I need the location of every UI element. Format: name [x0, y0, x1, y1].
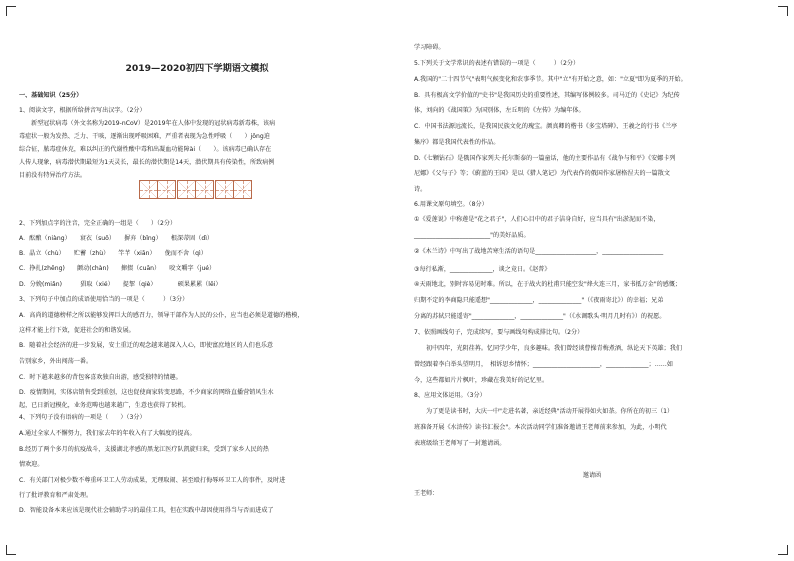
q7-prompt: 7、依照画线句子，完成续写，要与画线句构成排比句。（2分）	[414, 329, 584, 336]
q5-option-c: C．中国书法源远流长，是我国民族文化的瑰宝。颜真卿的楷书《多宝塔碑》、王羲之的行书《兰亭	[414, 123, 678, 130]
q3-option-b-cont: 告别家乡，外出闯荡一番。	[19, 358, 93, 365]
q8-passage-line: 表班级给王老师写了一封邀请函。	[414, 440, 506, 447]
grid-cell[interactable]	[216, 181, 234, 198]
q1-passage-line: 新型冠状病毒（外文名称为2019-nCoV）是2019年在人体中发现的冠状病毒新毒株，该病	[31, 120, 276, 127]
q5-option-b: B．具有极高文学价值的"史书"是我国历史的重要性述，其编写体例较多。司马迁的《史记》为纪传	[414, 92, 680, 99]
page-title: 2019—2020初四下学期语文模拟	[125, 63, 269, 74]
q5-option-a: A.我国的"二十四节气"表明气候变化和农事季节。其中"立"有开始之意，如："立夏"即为夏季的开始。	[414, 76, 687, 83]
q3-option-d: D．疫情期间，实体店销售受到重创，这也促使商家转变思路，不少商家的网络直播营销风生水	[19, 389, 274, 396]
q6-item-4: ④天雨地北，别时容易见时难。所以，在于战火的杜甫只能空发"烽火连三月，家书抵万金"的感慨；	[414, 281, 682, 288]
q3-option-a-cont: 这样才能上行下效，促进社会的和谐发展。	[19, 327, 135, 334]
q2-option-b: B．晶立（chù） 贮蓄（zhù） 竿芊（xiān） 俛而不舍（qì）	[19, 250, 207, 257]
q3-option-d-cont: 起，已日新冠模化，业务范畴也越来越广，生意也获得了转机。	[19, 402, 190, 409]
q5-option-b-cont: 体，刘向的《战国策》为国别体，左丘明的《左传》为编年体。	[414, 107, 585, 114]
q3-prompt: 3、下列句子中加点的成语使用恰当的一项是（ ）（3分）	[19, 296, 189, 303]
q2-option-d: D．分娩(miǎn) 猖取（xié） 提挈（qiè） 硕果累累（lěi）	[19, 281, 222, 288]
q1-passage-line: 综合征，脓毒症休克，难以纠正的代谢性酸中毒和出凝血功能障ài（ ）。该病毒已确认存在	[19, 146, 272, 153]
q4-prompt: 4、下列句子没有语病的一项是（ ）（3分）	[19, 414, 146, 421]
q5-prompt: 5.下列关于文学常识的表述有错误的一项是（ ）（2分）	[414, 60, 580, 67]
grid-cell[interactable]	[234, 181, 251, 198]
q4-option-c-cont: 行了批评教育和严肃处理。	[19, 492, 93, 499]
crop-mark-bottom-right	[778, 545, 788, 555]
q5-option-c-cont: 集序》都是我国代表性的作品。	[414, 139, 500, 146]
q1-passage-line: 毒症状一般为发热、乏力、干咳，逐渐出现呼吸困难，严重者表现为急性呼吸（ ）jǒng迫	[19, 133, 270, 140]
crop-mark-top-left	[6, 6, 16, 16]
q7-passage-line[interactable]: 曾经跟着李白举头望明月， 相诉思乡情怀；______________________，______________；……如	[414, 361, 673, 368]
q6-prompt: 6.用课文原句填空。（8分）	[414, 201, 488, 208]
q4-option-d: D．智能设备本来应该是现代社会辅助学习的最佳工具，但在实践中却因使用得当与否而进成了	[19, 507, 274, 514]
q3-option-b: B．随着社会经济的进一步发展，安土重迁的观念越来越深入人心，即使富庶地区的人们也乐意	[19, 342, 274, 349]
answer-grid-3[interactable]	[215, 180, 252, 199]
crop-mark-bottom-left	[6, 545, 16, 555]
grid-cell[interactable]	[158, 181, 175, 198]
q6-item-3[interactable]: ③每行私渐，______________，谈之竟日。《赵普》	[414, 266, 551, 273]
grid-cell[interactable]	[178, 181, 196, 198]
q1-prompt: 1、阅读文字，根据所给拼音写出汉字。（2分）	[19, 107, 146, 114]
q1-passage-line: 目前没有特异治疗方法。	[19, 172, 87, 179]
crop-mark-top-right	[778, 6, 788, 16]
invitation-title: 邀请函	[582, 472, 602, 479]
q8-passage-line: 班准备开展《水浒传》读书汇报会"。本次活动同学们准备邀请王老师前来参加，为此，小明代	[414, 424, 667, 431]
q3-option-c: C．时下越来越多的背包客喜欢独自出游，感受独特的情趣。	[19, 374, 182, 381]
answer-grid-1[interactable]	[139, 180, 176, 199]
q4-option-c: C．有关部门对极少数不尊重环卫工人劳动成果，无理取闹、甚至殴打侮辱环卫工人的事件，及时进	[19, 477, 286, 484]
q8-prompt: 8、应用文体运用。（3分）	[414, 392, 486, 399]
q8-passage-line: 为了更是读书时，大庆一中"走进名著，亲近经典"活动开展得如火如荼。你所在的初三（1）	[426, 408, 674, 415]
q4-option-b: B.经历了两个多月的抗疫战斗，支援湖北孝感的黑龙江医疗队凯旋归来，受到了家乡人民的热	[19, 446, 269, 453]
q3-option-a: A．高尚的道德榜样之所以能够发挥巨大的感召力，领导干部作为人民的公仆，应当也必须是道德的楷模，	[19, 312, 304, 319]
q5-option-d-end: 诗。	[414, 186, 427, 193]
q2-prompt: 2、下列加点字的注音，完全正确的一组是（ ）（2分）	[19, 220, 177, 227]
grid-cell[interactable]	[196, 181, 213, 198]
q4-option-a: A.通过全家人不懈努力，我们家去年的年收入有了大幅度的提高。	[19, 430, 196, 437]
q7-passage-line: 今，这些都如片片枫叶，珍藏在我美好的记忆里。	[414, 377, 549, 384]
q5-option-d: D.《七颗钻石》是俄国作家列夫·托尔斯泰的一篇童话，他的主要作品有《战争与和平》《安娜卡列	[414, 155, 676, 162]
q6-item-4-end[interactable]: 分离的苏轼只能遥寄"______________，______________"（《水调歌头·明月几时有》）的祝愿。	[414, 313, 666, 320]
q4-option-d-end: 学习障碍。	[414, 44, 445, 51]
q4-option-b-cont: 情欢迎。	[19, 461, 44, 468]
section-heading: 一、基础知识（25分）	[19, 92, 83, 99]
q5-option-d-cont: 尼娜》《父与子》等；《蔚蓝的王国》是以《猎人笔记》为代表作的俄国作家屠格涅夫的一篇散文	[414, 170, 670, 177]
q7-passage-line: 初中四年，光阴荏苒。忆同学少年，良多趣味。我们曾经谈曹操青梅煮酒，纵论天下英雄；我们	[426, 345, 682, 352]
answer-grid-2[interactable]	[177, 180, 214, 199]
q2-option-a: A．酝酿（niàng） 衰衣（suō） 摒弃（bǐng） 根深蒂固（dì）	[19, 235, 213, 242]
q1-passage-line: 人传人现象，病毒潜伏期最短为1天灵长，最长的潜伏期是14天，潜伏期具有传染性，所致病例	[19, 159, 275, 166]
q6-item-1: ①《爱莲说》中称莲是"花之君子"，人们心目中的君子洁身自好，应当具有"出淤泥而不染，	[414, 216, 660, 223]
invitation-salutation: 王老师：	[414, 490, 439, 497]
q2-option-c: C．挣扎(zhēng) 颤动(chàn) 撺掇（cuān） 咬文嚼字（jué）	[19, 265, 216, 272]
q6-item-2[interactable]: ②《木兰诗》中写出了战地苦寒生活的语句是____________________，____________________	[414, 248, 664, 255]
q6-item-1-blank[interactable]: _________________________"的美好品质。	[414, 232, 530, 239]
q6-item-4-cont[interactable]: 归期不定的李商隐只能遥想"______________，______________"（《夜雨寄北》）的幸福；兄弟	[414, 297, 664, 304]
grid-cell[interactable]	[140, 181, 158, 198]
